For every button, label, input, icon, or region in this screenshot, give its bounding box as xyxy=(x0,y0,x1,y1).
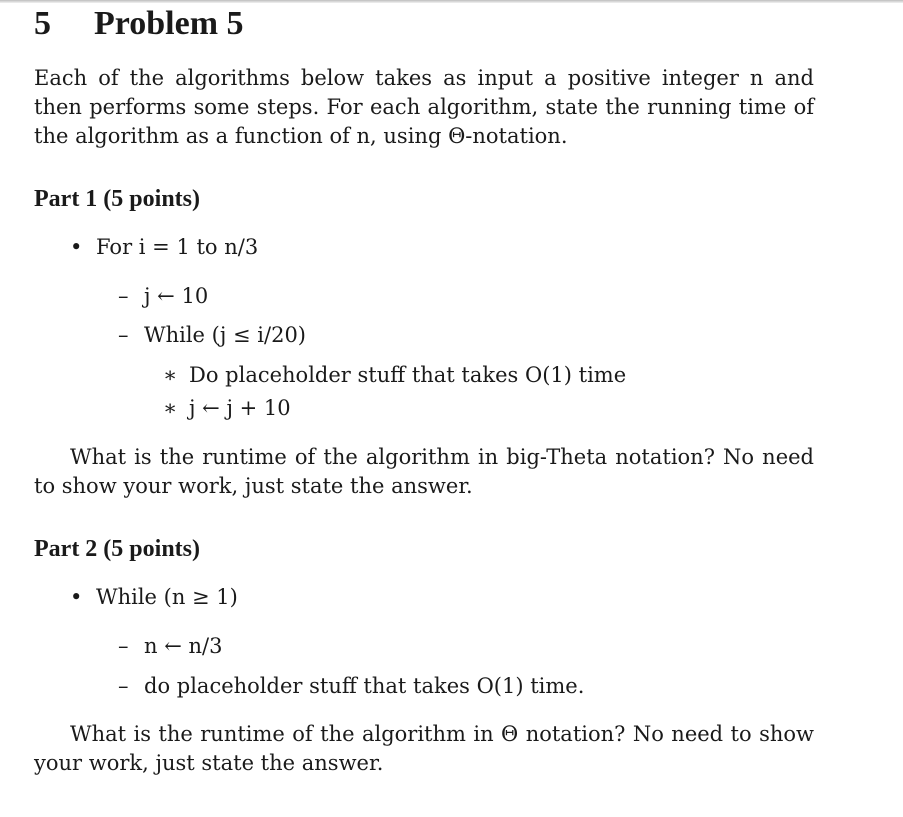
part1-step-assign xyxy=(118,282,208,310)
part2-question: What is the runtime of the algorithm in Θ notation? No need to show your work, just state the answer. xyxy=(34,722,814,775)
section-title: Problem 5 xyxy=(94,5,244,42)
section-number: 5 xyxy=(34,5,51,42)
part1-inner-step-2-text: j ← j + 10 xyxy=(189,396,291,420)
part1-heading: Part 1 (5 points) xyxy=(34,186,200,212)
part1-loop-text: For i = 1 to n/3 xyxy=(96,235,259,259)
part2-loop-text: While (n ≥ 1) xyxy=(96,585,238,609)
star-marker: ∗ xyxy=(163,363,178,387)
bullet-marker: • xyxy=(70,585,83,609)
part1-step-while-text: While (j ≤ i/20) xyxy=(144,323,307,347)
intro-paragraph: Each of the algorithms below takes as input a positive integer n and then performs some steps. For each algorithm, state the running time of the algorithm as a function of n, using Θ-notation. xyxy=(34,66,814,148)
part1-loop-item xyxy=(70,233,258,261)
top-border xyxy=(0,0,903,3)
dash-marker: – xyxy=(118,674,129,698)
part2-loop-item xyxy=(70,583,238,611)
part2-heading: Part 2 (5 points) xyxy=(34,536,200,562)
part1-step-assign-text: j ← 10 xyxy=(144,284,209,308)
dash-marker: – xyxy=(118,323,129,347)
part2-step-1-text: n ← n/3 xyxy=(144,634,223,658)
part2-step-2 xyxy=(118,672,584,700)
part1-step-while xyxy=(118,321,306,349)
part2-step-2-text: do placeholder stuff that takes O(1) time. xyxy=(144,674,585,698)
star-marker: ∗ xyxy=(163,396,178,420)
section-heading xyxy=(34,4,244,44)
dash-marker: – xyxy=(118,634,129,658)
part1-inner-step-1 xyxy=(163,361,626,389)
bullet-marker: • xyxy=(70,235,83,259)
dash-marker: – xyxy=(118,284,129,308)
part2-step-1 xyxy=(118,632,222,660)
part1-inner-step-1-text: Do placeholder stuff that takes O(1) time xyxy=(189,363,627,387)
part1-inner-step-2 xyxy=(163,394,291,422)
part1-question: What is the runtime of the algorithm in big-Theta notation? No need to show your work, just state the answer. xyxy=(34,445,814,498)
